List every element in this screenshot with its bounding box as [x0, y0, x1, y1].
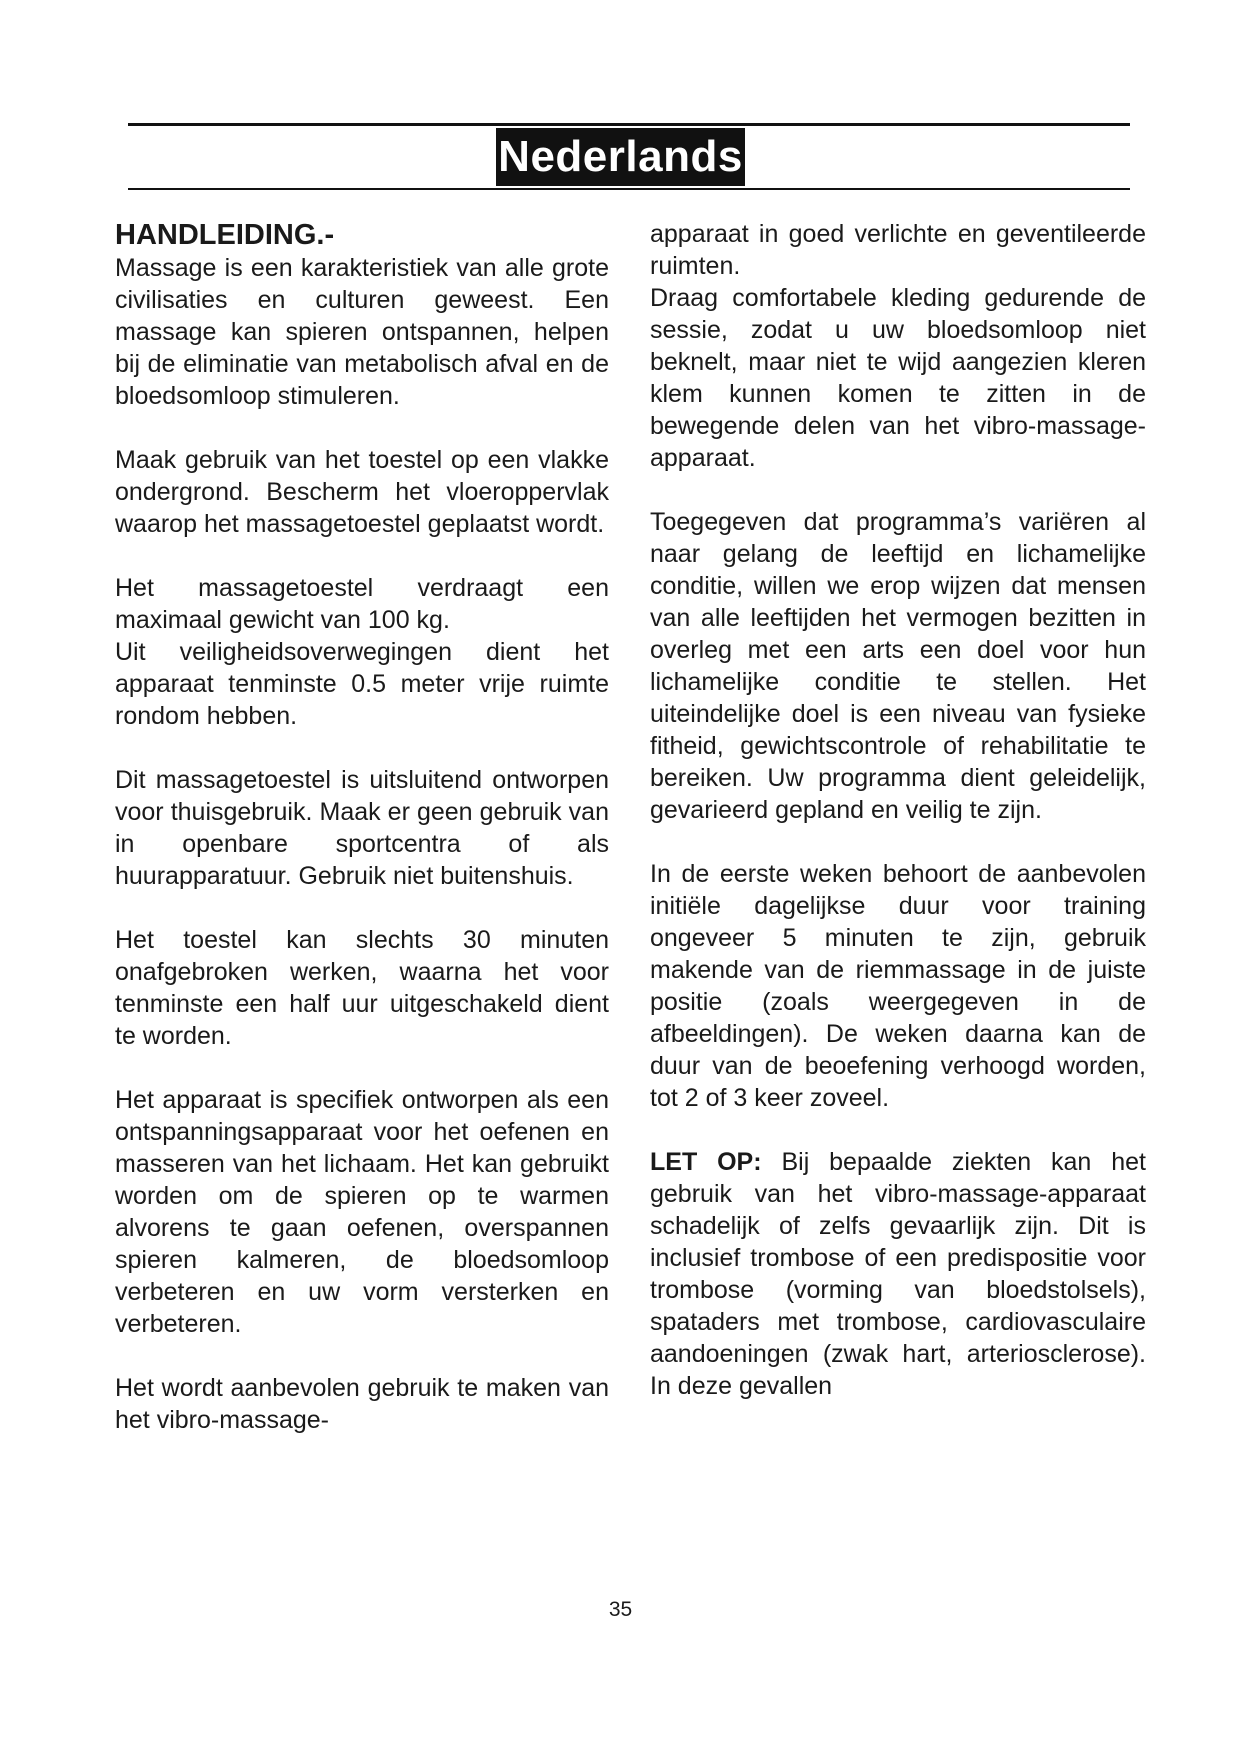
paragraph: apparaat in goed verlichte en geventileerde ruimten.	[650, 220, 1146, 280]
paragraph: Dit massagetoestel is uitsluitend ontworpen voor thuisgebruik. Maak er geen gebruik van in openbare sportcentra of als huurapparatuur. Gebruik niet buitenshuis.	[115, 766, 609, 890]
page-number: 35	[608, 1598, 633, 1621]
warning-label: LET OP:	[650, 1148, 762, 1176]
paragraph: Massage is een karakteristiek van alle grote civilisaties en culturen geweest. Een massage kan spieren ontspannen, helpen bij de eliminatie van metabolisch afval en de bloedsomloop stimuleren.	[115, 254, 609, 410]
left-column	[115, 218, 609, 1468]
warning-paragraph	[650, 1146, 1146, 1402]
warning-text: Bij bepaalde ziekten kan het gebruik van het vibro-massage-apparaat schadelijk of zelfs gevaarlijk zijn. Dit is inclusief trombose of een predispositie voor trombose (vorming van bloedstolsels), spataders met trombose, cardiovasculaire aandoeningen (zwak hart, arteriosclerose). In deze gevallen	[650, 1148, 1146, 1400]
paragraph: Maak gebruik van het toestel op een vlakke ondergrond. Bescherm het vloeroppervlak waarop het massagetoestel geplaatst wordt.	[115, 446, 609, 538]
paragraph: Het massagetoestel verdraagt een maximaal gewicht van 100 kg.	[115, 574, 609, 634]
paragraph: Het apparaat is specifiek ontworpen als een ontspanningsapparaat voor het oefenen en masseren van het lichaam. Het kan gebruikt worden om de spieren op te warmen alvorens te gaan oefenen, overspannen spieren kalmeren, de bloedsomloop verbeteren en uw vorm versterken en verbeteren.	[115, 1086, 609, 1338]
header-rule-top	[128, 123, 1130, 126]
header	[0, 128, 1241, 186]
paragraph: In de eerste weken behoort de aanbevolen initiële dagelijkse duur voor training ongeveer 5 minuten te zijn, gebruik makende van de riemmassage in de juiste positie (zoals weergegeven in de afbeeldingen). De weken daarna kan de duur van de beoefening verhoogd worden, tot 2 of 3 keer zoveel.	[650, 860, 1146, 1112]
paragraph: Uit veiligheidsoverwegingen dient het apparaat tenminste 0.5 meter vrije ruimte rondom hebben.	[115, 638, 609, 730]
page-title: Nederlands	[496, 128, 745, 186]
paragraph: Draag comfortabele kleding gedurende de sessie, zodat u uw bloedsomloop niet beknelt, maar niet te wijd aangezien kleren klem kunnen komen te zitten in de bewegende delen van het vibro-massage-apparaat.	[650, 284, 1146, 472]
right-column	[650, 218, 1146, 1434]
paragraph: Toegegeven dat programma’s variëren al naar gelang de leeftijd en lichamelijke conditie, willen we erop wijzen dat mensen van alle leeftijden het vermogen bezitten in overleg met een arts een doel voor hun lichamelijke conditie te stellen. Het uiteindelijke doel is een niveau van fysieke fitheid, gewichtscontrole of rehabilitatie te bereiken. Uw programma dient geleidelijk, gevarieerd gepland en veilig te zijn.	[650, 508, 1146, 824]
paragraph: Het wordt aanbevolen gebruik te maken van het vibro-massage-	[115, 1374, 609, 1434]
paragraph: Het toestel kan slechts 30 minuten onafgebroken werken, waarna het voor tenminste een half uur uitgeschakeld dient te worden.	[115, 926, 609, 1050]
section-heading: HANDLEIDING.-	[115, 219, 335, 251]
header-rule-bottom	[128, 188, 1130, 190]
